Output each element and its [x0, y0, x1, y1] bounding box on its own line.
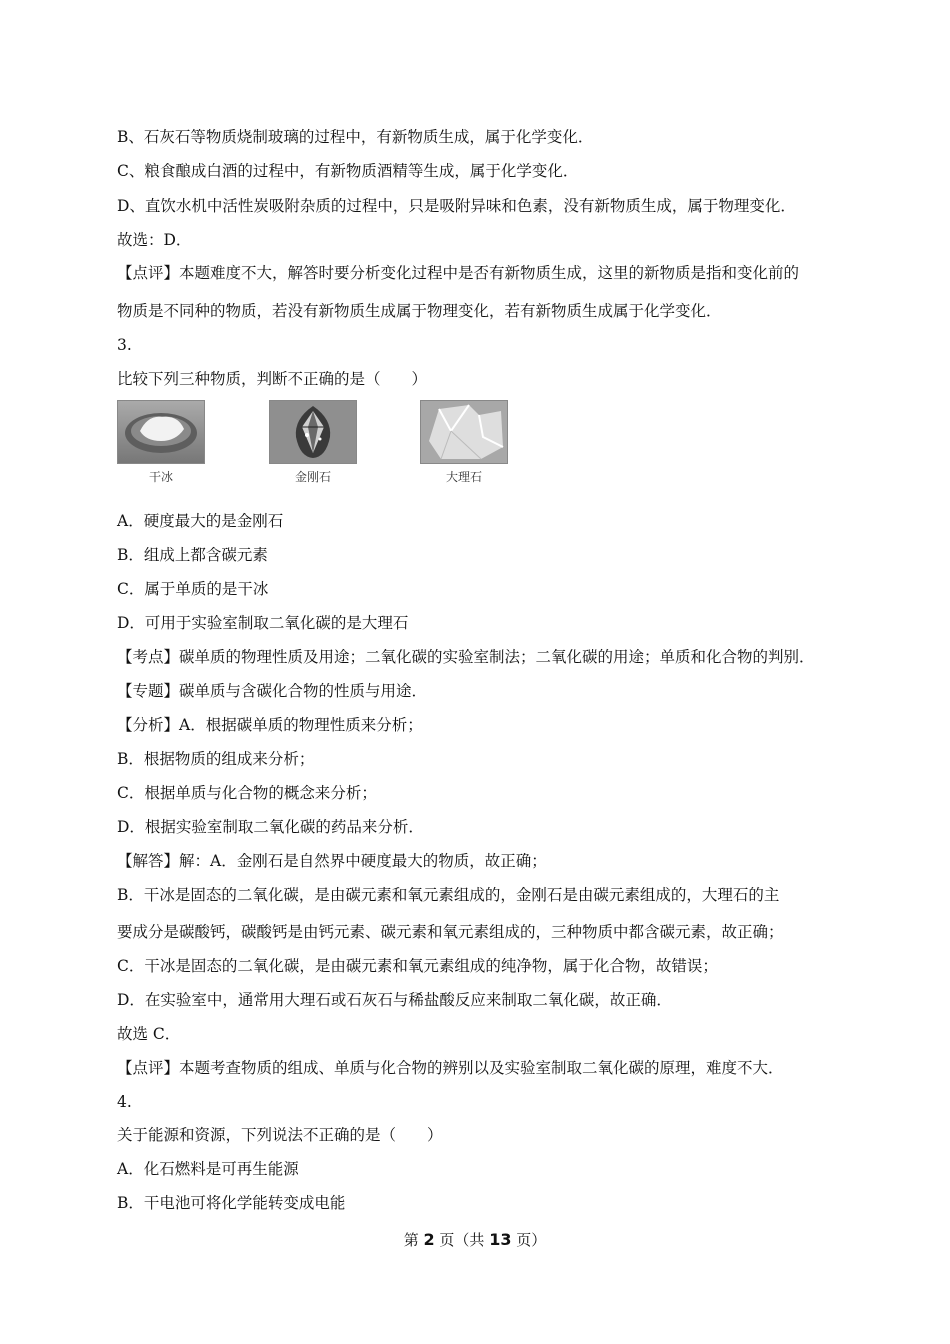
question-stem: 比较下列三种物质，判断不正确的是（ ）	[117, 370, 428, 388]
total-pages: 13	[489, 1230, 512, 1249]
option-c: C．属于单质的是干冰	[117, 580, 269, 598]
text-line: B．根据物质的组成来分析；	[117, 750, 315, 768]
text-line: C．干冰是固态的二氧化碳，是由碳元素和氧元素组成的纯净物，属于化合物，故错误；	[117, 957, 718, 975]
text-line: 【点评】本题难度不大，解答时要分析变化过程中是否有新物质生成，这里的新物质是指和变化前的	[117, 264, 800, 282]
caption-diamond: 金刚石	[294, 470, 331, 484]
text-line: B．干冰是固态的二氧化碳，是由碳元素和氧元素组成的，金刚石是由碳元素组成的，大理石的主	[117, 886, 780, 904]
marble-picture	[420, 400, 508, 492]
page-number: 2	[423, 1230, 435, 1249]
option-a: A．硬度最大的是金刚石	[117, 512, 284, 530]
substance-figure	[117, 400, 517, 492]
text-line: C．根据单质与化合物的概念来分析；	[117, 784, 377, 802]
diamond-image	[270, 401, 356, 463]
footer-middle: 页（共	[439, 1231, 485, 1249]
text-line: 物质是不同种的物质，若没有新物质生成属于物理变化，若有新物质生成属于化学变化．	[117, 302, 722, 320]
footer-prefix: 第	[403, 1231, 419, 1249]
caption-marble: 大理石	[445, 470, 482, 484]
text-line: 【分析】A．根据碳单质的物理性质来分析；	[117, 716, 423, 734]
text-line: C、粮食酿成白酒的过程中，有新物质酒精等生成，属于化学变化．	[117, 162, 579, 180]
text-line: B、石灰石等物质烧制玻璃的过程中，有新物质生成，属于化学变化．	[117, 128, 594, 146]
text-line: D、直饮水机中活性炭吸附杂质的过程中，只是吸附异味和色素，没有新物质生成，属于物理变化．	[117, 197, 796, 215]
page-footer	[0, 1229, 950, 1250]
text-line: 【解答】解：A．金刚石是自然界中硬度最大的物质，故正确；	[117, 852, 547, 870]
option-a: A．化石燃料是可再生能源	[117, 1160, 299, 1178]
diamond-picture	[269, 400, 357, 492]
text-line: D．根据实验室制取二氧化碳的药品来分析．	[117, 818, 424, 836]
text-line: 【考点】碳单质的物理性质及用途；二氧化碳的实验室制法；二氧化碳的用途；单质和化合物的判别．	[117, 648, 815, 666]
text-line: 【点评】本题考查物质的组成、单质与化合物的辨别以及实验室制取二氧化碳的原理，难度不大．	[117, 1059, 784, 1077]
caption-dry-ice: 干冰	[148, 470, 173, 484]
footer-suffix: 页）	[516, 1231, 547, 1249]
question-number: 3.	[117, 336, 132, 354]
question-number: 4.	[117, 1093, 132, 1111]
option-b: B．组成上都含碳元素	[117, 546, 268, 564]
question-stem: 关于能源和资源，下列说法不正确的是（ ）	[117, 1126, 443, 1144]
text-line: D．在实验室中，通常用大理石或石灰石与稀盐酸反应来制取二氧化碳，故正确．	[117, 991, 672, 1009]
dry-ice-image	[118, 401, 204, 463]
text-line: 故选 C．	[117, 1025, 181, 1043]
text-line: 要成分是碳酸钙，碳酸钙是由钙元素、碳元素和氧元素组成的，三种物质中都含碳元素，故正确；	[117, 923, 784, 941]
marble-image	[421, 401, 507, 463]
text-line: 故选：D．	[117, 231, 192, 249]
option-b: B．干电池可将化学能转变成电能	[117, 1194, 346, 1212]
dry-ice-picture	[117, 400, 205, 492]
option-d: D．可用于实验室制取二氧化碳的是大理石	[117, 614, 409, 632]
text-line: 【专题】碳单质与含碳化合物的性质与用途．	[117, 682, 428, 700]
